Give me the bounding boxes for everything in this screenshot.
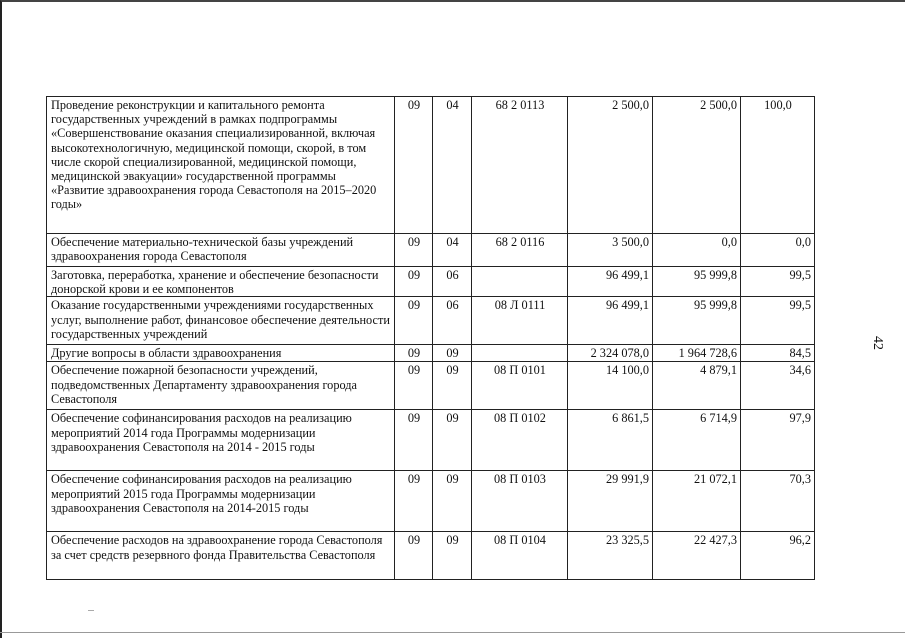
row-percent: 70,3 — [741, 471, 815, 532]
row-executed: 1 964 728,6 — [653, 345, 741, 362]
table-row — [47, 471, 815, 532]
row-section: 09 — [395, 97, 433, 234]
page-number: 42 — [870, 336, 885, 350]
row-section: 09 — [395, 297, 433, 345]
scan-speck — [88, 610, 94, 611]
row-csr — [472, 345, 568, 362]
row-name: Обеспечение расходов на здравоохранение города Севастополя за счет средств резервного фонда Правительства Севастополя — [47, 532, 395, 580]
row-subsection: 09 — [433, 471, 472, 532]
row-approved: 6 861,5 — [568, 410, 653, 471]
table-row — [47, 297, 815, 345]
row-subsection: 09 — [433, 410, 472, 471]
row-subsection: 09 — [433, 362, 472, 410]
row-executed: 4 879,1 — [653, 362, 741, 410]
table-row — [47, 410, 815, 471]
row-executed: 6 714,9 — [653, 410, 741, 471]
row-csr — [472, 267, 568, 297]
scan-edge-line — [0, 632, 905, 633]
row-name: Проведение реконструкции и капитального ремонта государственных учреждений в рамках подпрограммы «Совершенствование оказания специализированной, включая высокотехнологичную, медицинской помощи, скорой, в том числе скорой специализированной, медицинской помощи, медицинской эвакуации» государственной программы «Развитие здравоохранения города Севастополя на 2015–2020 годы» — [47, 97, 395, 234]
row-section: 09 — [395, 362, 433, 410]
row-approved: 2 324 078,0 — [568, 345, 653, 362]
row-approved: 29 991,9 — [568, 471, 653, 532]
row-executed: 95 999,8 — [653, 267, 741, 297]
row-section: 09 — [395, 234, 433, 267]
row-percent: 100,0 — [741, 97, 815, 234]
row-csr: 68 2 0116 — [472, 234, 568, 267]
table-row — [47, 234, 815, 267]
row-executed: 2 500,0 — [653, 97, 741, 234]
row-subsection: 09 — [433, 345, 472, 362]
row-csr: 08 Л 0111 — [472, 297, 568, 345]
row-name: Обеспечение пожарной безопасности учреждений, подведомственных Департаменту здравоохранения города Севастополя — [47, 362, 395, 410]
budget-table — [46, 96, 815, 580]
row-subsection: 06 — [433, 267, 472, 297]
row-csr: 08 П 0101 — [472, 362, 568, 410]
table-row — [47, 97, 815, 234]
row-csr: 08 П 0102 — [472, 410, 568, 471]
row-executed: 95 999,8 — [653, 297, 741, 345]
row-percent: 34,6 — [741, 362, 815, 410]
row-executed: 21 072,1 — [653, 471, 741, 532]
row-csr: 08 П 0103 — [472, 471, 568, 532]
row-approved: 96 499,1 — [568, 297, 653, 345]
row-approved: 14 100,0 — [568, 362, 653, 410]
row-name: Обеспечение материально-технической базы учреждений здравоохранения города Севастополя — [47, 234, 395, 267]
row-csr: 68 2 0113 — [472, 97, 568, 234]
row-approved: 96 499,1 — [568, 267, 653, 297]
row-name: Другие вопросы в области здравоохранения — [47, 345, 395, 362]
row-subsection: 09 — [433, 532, 472, 580]
row-approved: 3 500,0 — [568, 234, 653, 267]
row-approved: 23 325,5 — [568, 532, 653, 580]
table-row — [47, 362, 815, 410]
row-name: Заготовка, переработка, хранение и обеспечение безопасности донорской крови и ее компонентов — [47, 267, 395, 297]
row-percent: 97,9 — [741, 410, 815, 471]
row-subsection: 06 — [433, 297, 472, 345]
table-row — [47, 532, 815, 580]
row-subsection: 04 — [433, 234, 472, 267]
row-executed: 0,0 — [653, 234, 741, 267]
table-row — [47, 345, 815, 362]
table-row — [47, 267, 815, 297]
row-section: 09 — [395, 345, 433, 362]
row-percent: 99,5 — [741, 267, 815, 297]
row-name: Оказание государственными учреждениями государственных услуг, выполнение работ, финансовое обеспечение деятельности государственных учреждений — [47, 297, 395, 345]
row-percent: 99,5 — [741, 297, 815, 345]
row-subsection: 04 — [433, 97, 472, 234]
row-percent: 96,2 — [741, 532, 815, 580]
row-name: Обеспечение софинансирования расходов на реализацию мероприятий 2014 года Программы модернизации здравоохранения Севастополя на 2014 - 2015 годы — [47, 410, 395, 471]
row-approved: 2 500,0 — [568, 97, 653, 234]
row-percent: 0,0 — [741, 234, 815, 267]
row-section: 09 — [395, 267, 433, 297]
row-executed: 22 427,3 — [653, 532, 741, 580]
row-section: 09 — [395, 532, 433, 580]
row-section: 09 — [395, 471, 433, 532]
row-percent: 84,5 — [741, 345, 815, 362]
row-csr: 08 П 0104 — [472, 532, 568, 580]
row-name: Обеспечение софинансирования расходов на реализацию мероприятий 2015 года Программы модернизации здравоохранения Севастополя на 2014-2015 годы — [47, 471, 395, 532]
row-section: 09 — [395, 410, 433, 471]
